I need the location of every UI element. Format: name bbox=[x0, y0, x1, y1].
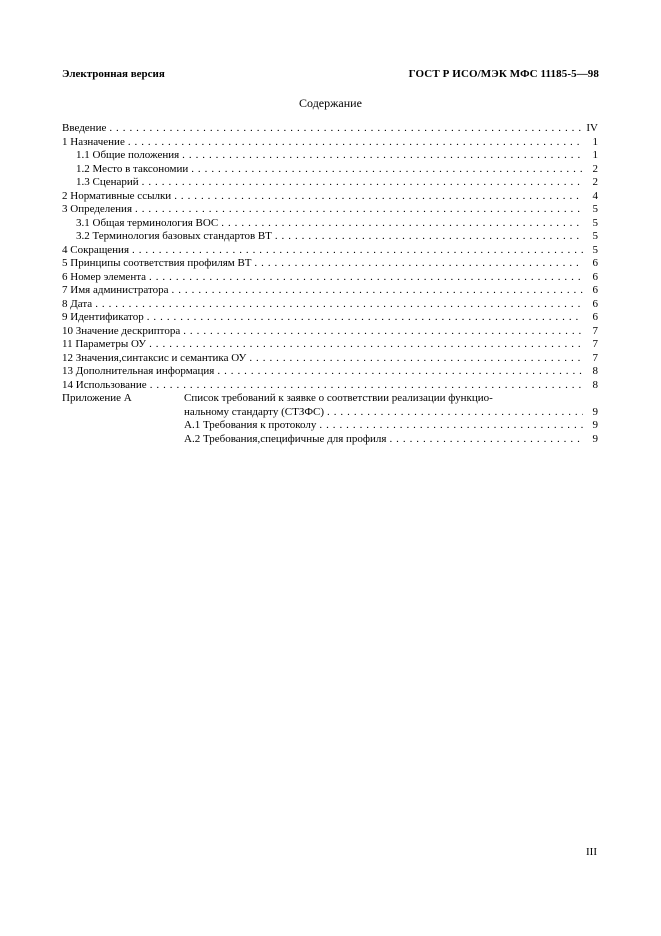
toc-item[interactable] bbox=[62, 122, 598, 136]
toc-item[interactable] bbox=[62, 136, 598, 150]
toc-leader bbox=[254, 257, 583, 271]
toc-label: 3.2 Терминология базовых стандартов ВТ bbox=[76, 230, 272, 242]
toc-item[interactable] bbox=[62, 203, 598, 217]
toc-label: 8 Дата bbox=[62, 297, 93, 310]
toc-label: 13 Дополнительная информация bbox=[62, 365, 215, 377]
toc-item[interactable] bbox=[62, 284, 598, 298]
toc-leader bbox=[275, 230, 583, 244]
toc-page: 7 bbox=[592, 324, 598, 337]
toc-leader bbox=[135, 203, 583, 217]
table-of-contents bbox=[62, 122, 598, 446]
toc-page: 5 bbox=[592, 216, 598, 229]
toc-label: 2 Нормативные ссылки bbox=[62, 189, 172, 202]
toc-item[interactable] bbox=[62, 352, 598, 366]
toc-leader bbox=[182, 149, 583, 163]
toc-leader bbox=[147, 311, 583, 325]
toc-label: 1.1 Общие положения bbox=[76, 149, 180, 161]
toc-leader bbox=[389, 433, 583, 447]
toc-leader bbox=[150, 379, 583, 393]
toc-page: 7 bbox=[592, 351, 598, 364]
toc-label: 3.1 Общая терминология ВОС bbox=[76, 216, 219, 229]
toc-label: 1.2 Место в таксономии bbox=[76, 162, 189, 175]
toc-item[interactable] bbox=[62, 271, 598, 285]
toc-item[interactable] bbox=[62, 190, 598, 204]
toc-label: 11 Параметры ОУ bbox=[62, 338, 147, 350]
toc-page: 7 bbox=[592, 338, 598, 350]
header-left: Электронная версия bbox=[62, 68, 165, 80]
page-number: III bbox=[586, 846, 597, 858]
toc-leader bbox=[132, 244, 583, 258]
toc-leader bbox=[319, 419, 583, 433]
toc-item[interactable] bbox=[62, 244, 598, 258]
toc-item[interactable] bbox=[62, 311, 598, 325]
toc-label: 12 Значения,синтаксис и семантика ОУ bbox=[62, 351, 247, 364]
toc-item[interactable] bbox=[62, 149, 598, 163]
toc-item[interactable] bbox=[62, 217, 598, 231]
toc-page: 5 bbox=[592, 243, 598, 256]
toc-leader bbox=[149, 338, 583, 352]
toc-leader bbox=[249, 352, 583, 366]
toc-item[interactable] bbox=[62, 419, 598, 433]
toc-leader bbox=[172, 284, 583, 298]
toc-item[interactable] bbox=[62, 406, 598, 420]
toc-item[interactable] bbox=[62, 325, 598, 339]
toc-page: 5 bbox=[592, 203, 598, 215]
toc-page: 6 bbox=[592, 270, 598, 283]
toc-leader bbox=[149, 271, 583, 285]
page-title: Содержание bbox=[299, 96, 362, 110]
toc-page: 2 bbox=[592, 162, 598, 175]
toc-label: 4 Сокращения bbox=[62, 243, 129, 256]
toc-leader bbox=[142, 176, 583, 190]
toc-page: 8 bbox=[592, 365, 598, 377]
toc-leader bbox=[327, 406, 583, 420]
toc-label: 9 Идентификатор bbox=[62, 311, 144, 323]
toc-page: 8 bbox=[592, 378, 598, 391]
toc-page: IV bbox=[586, 122, 598, 134]
toc-label: Введение bbox=[62, 122, 107, 134]
appendix-heading[interactable] bbox=[62, 392, 598, 406]
toc-label: 5 Принципы соответствия профилям ВТ bbox=[62, 257, 252, 269]
toc-leader bbox=[128, 136, 583, 150]
appendix-title-line1: Список требований к заявке о соответствии реализации функцио- bbox=[184, 392, 493, 404]
toc-label: 1 Назначение bbox=[62, 135, 125, 148]
toc-item[interactable] bbox=[62, 176, 598, 190]
toc-page: 6 bbox=[592, 297, 598, 310]
toc-page: 9 bbox=[592, 419, 598, 431]
toc-label: 1.3 Сценарий bbox=[76, 176, 139, 188]
toc-item[interactable] bbox=[62, 379, 598, 393]
toc-item[interactable] bbox=[62, 257, 598, 271]
toc-label: 6 Номер элемента bbox=[62, 270, 147, 283]
toc-item[interactable] bbox=[62, 230, 598, 244]
toc-page: 9 bbox=[592, 405, 598, 418]
toc-page: 1 bbox=[592, 149, 598, 161]
toc-label: 14 Использование bbox=[62, 378, 147, 391]
toc-leader bbox=[109, 122, 583, 136]
toc-label: 10 Значение дескриптора bbox=[62, 324, 181, 337]
toc-label: А.2 Требования,специфичные для профиля bbox=[184, 432, 387, 445]
toc-label: А.1 Требования к протоколу bbox=[184, 419, 317, 431]
toc-page: 6 bbox=[592, 257, 598, 269]
toc-page: 6 bbox=[592, 311, 598, 323]
toc-leader bbox=[174, 190, 583, 204]
toc-page: 9 bbox=[592, 432, 598, 445]
header-right: ГОСТ Р ИСО/МЭК МФС 11185-5—98 bbox=[408, 68, 599, 80]
appendix-label: Приложение А bbox=[62, 392, 132, 404]
toc-label: 7 Имя администратора bbox=[62, 284, 169, 296]
appendix-title-line2: нальному стандарту (СТЗФС) bbox=[184, 405, 325, 418]
toc-label: 3 Определения bbox=[62, 203, 133, 215]
toc-item[interactable] bbox=[62, 163, 598, 177]
toc-leader bbox=[183, 325, 583, 339]
toc-page: 4 bbox=[592, 189, 598, 202]
toc-item[interactable] bbox=[62, 433, 598, 447]
toc-item[interactable] bbox=[62, 365, 598, 379]
toc-page: 1 bbox=[592, 135, 598, 148]
toc-leader bbox=[95, 298, 583, 312]
toc-page: 2 bbox=[592, 176, 598, 188]
toc-item[interactable] bbox=[62, 298, 598, 312]
toc-leader bbox=[221, 217, 583, 231]
toc-leader bbox=[191, 163, 583, 177]
toc-item[interactable] bbox=[62, 338, 598, 352]
toc-page: 5 bbox=[592, 230, 598, 242]
toc-leader bbox=[217, 365, 583, 379]
toc-page: 6 bbox=[592, 284, 598, 296]
